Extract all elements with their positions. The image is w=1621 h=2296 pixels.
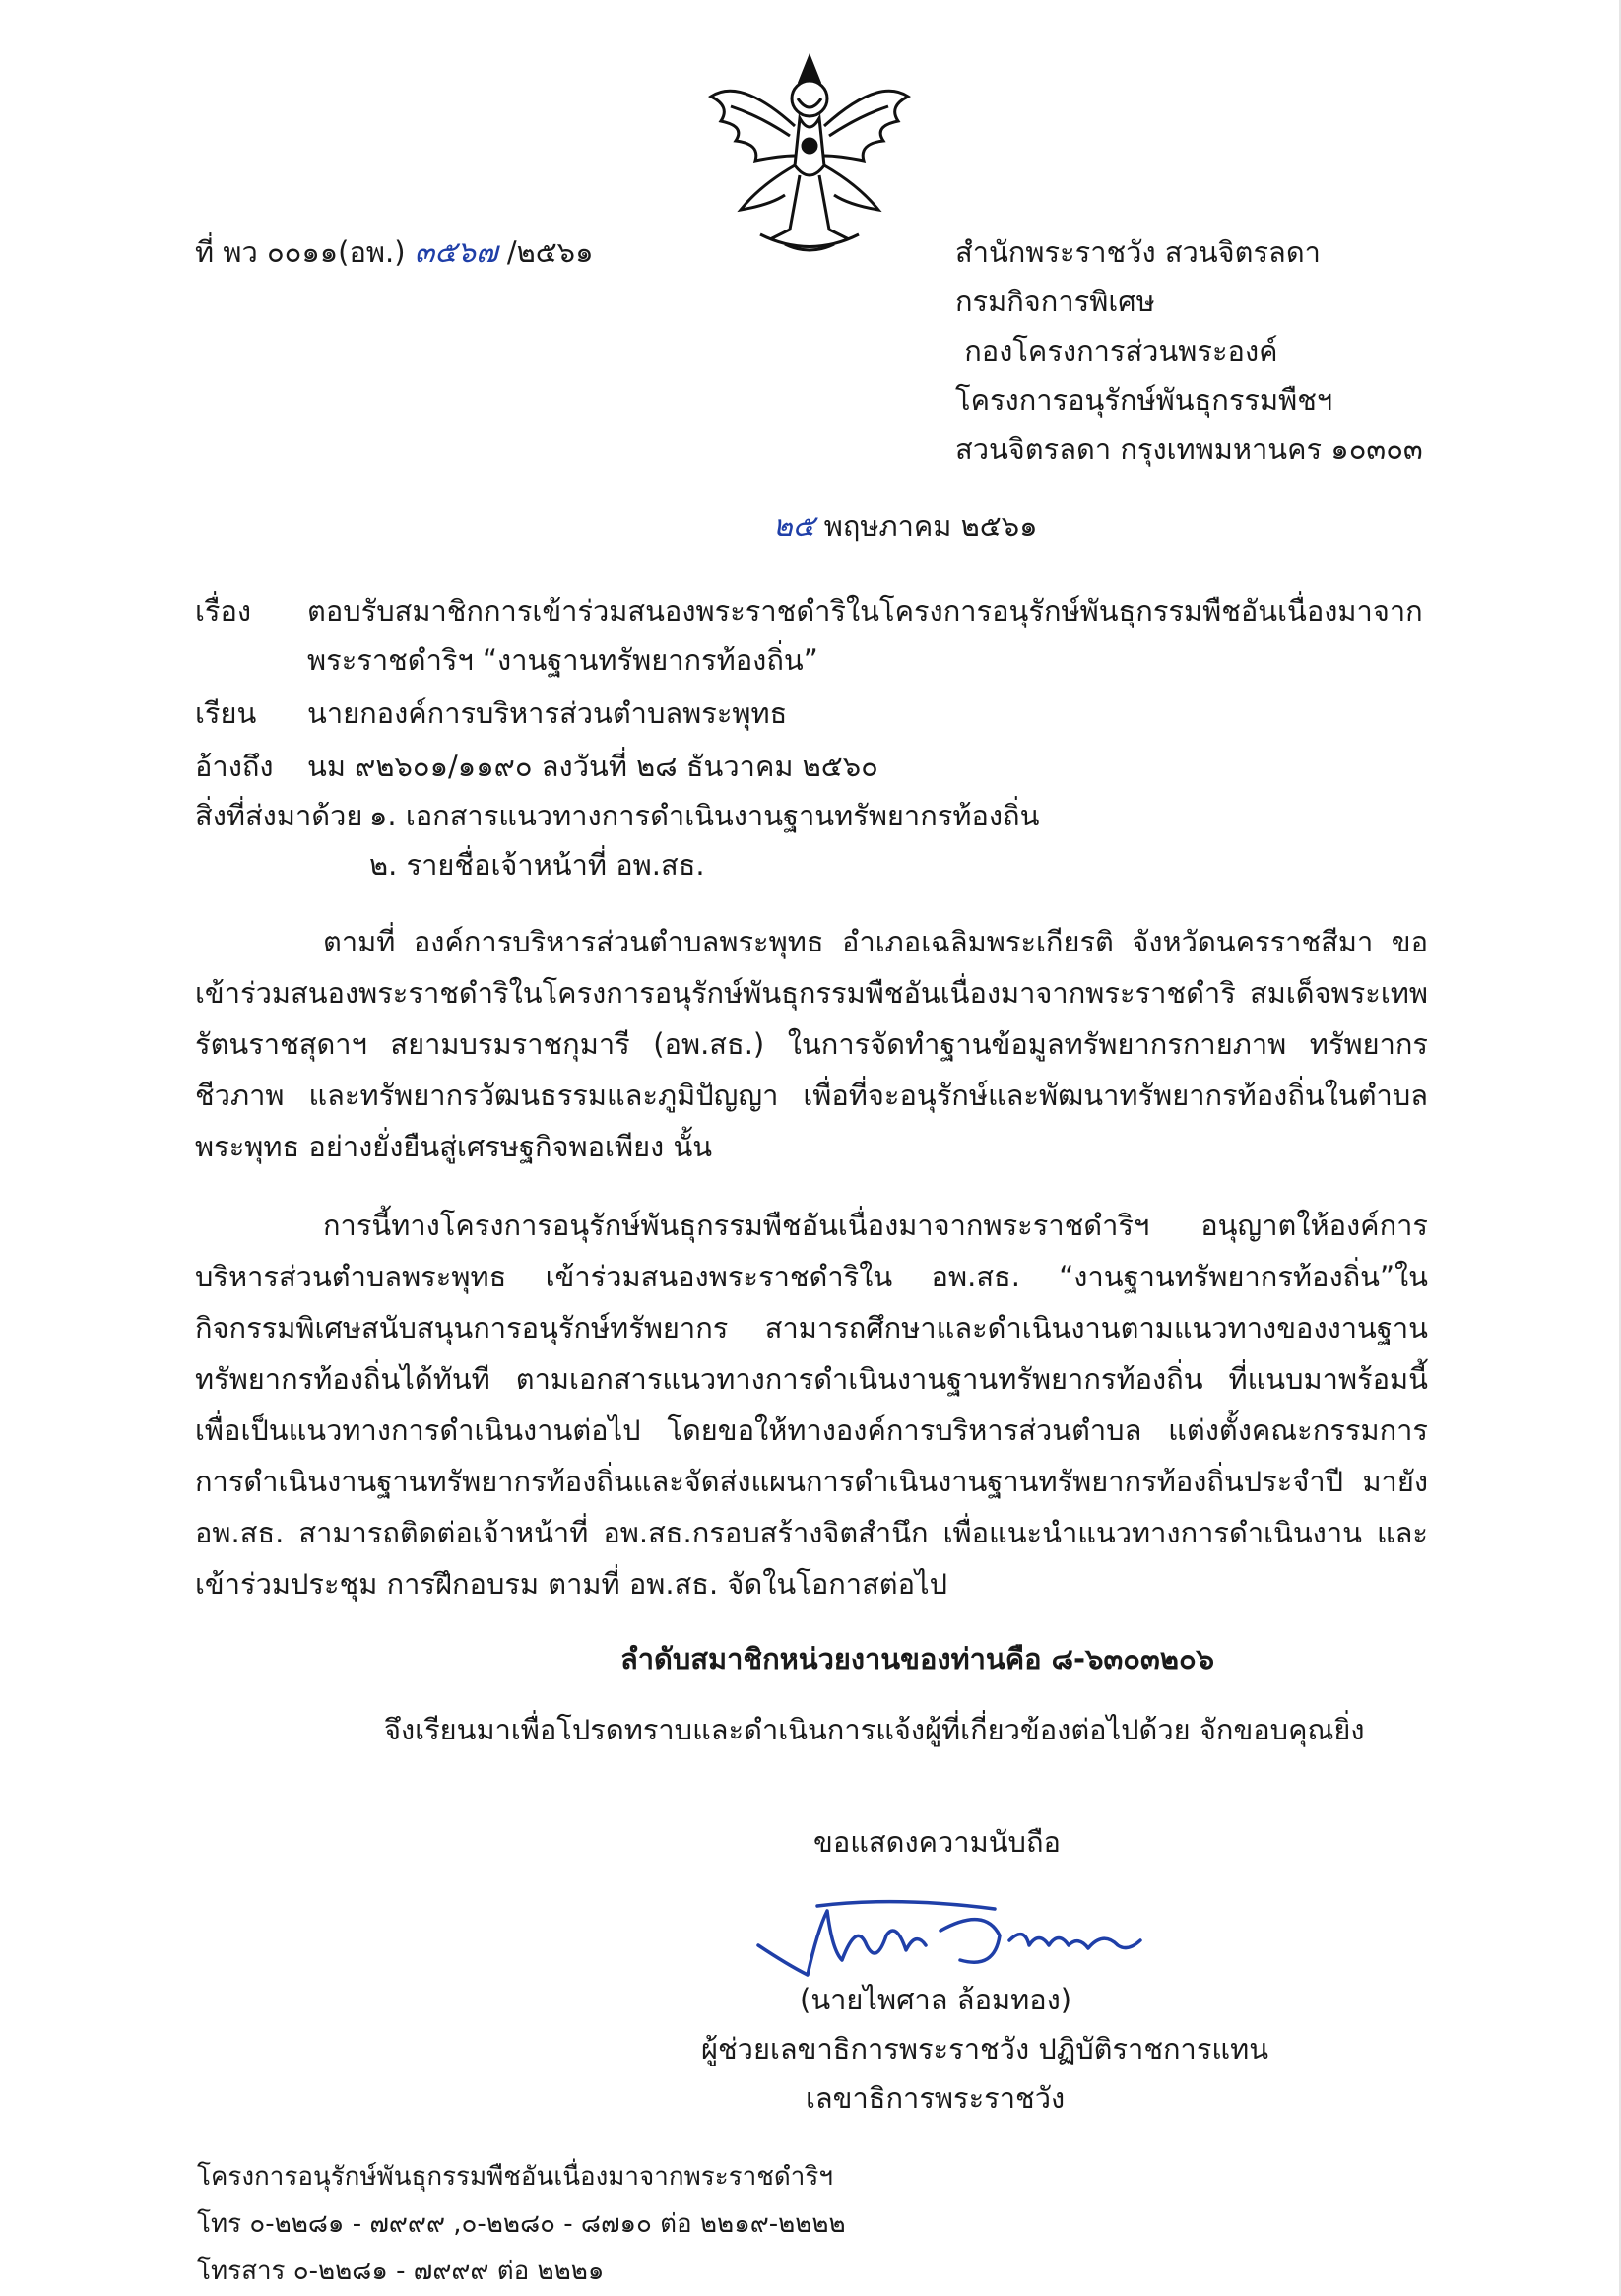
garuda-emblem-icon [701,37,918,264]
letter-date [773,506,1038,547]
subject-line-2: พระราชดำริฯ “งานฐานทรัพยากรท้องถิ่น” [307,643,818,677]
handwritten-signature-icon [748,1891,1162,1990]
enclosure-item-1: ๑. เอกสารแนวทางการดำเนินงานฐานทรัพยากรท้องถิ่น [369,799,1040,832]
signer-position-line-2: เลขาธิการพระราชวัง [806,2081,1066,2115]
date-handwritten-day: ๒๕ [773,509,815,544]
member-number-line: ลำดับสมาชิกหน่วยงานของท่านคือ ๘-๖๓๐๓๒๐๖ [620,1642,1215,1675]
to-label: เรียน [195,696,257,730]
reference-handwritten-number: ๓๕๖๗ [414,235,498,270]
to-value: นายกองค์การบริหารส่วนตำบลพระพุทธ [307,696,788,730]
salutation: ขอแสดงความนับถือ [813,1825,1061,1859]
closing-line: จึงเรียนมาเพื่อโปรดทราบและดำเนินการแจ้งผู้ที่เกี่ยวข้องต่อไปด้วย จักขอบคุณยิ่ง [384,1713,1365,1746]
reference-year: /๒๕๖๑ [506,235,594,269]
footer-phone: โทร ๐-๒๒๘๑ - ๗๙๙๙ ,๐-๒๒๘๐ - ๘๗๑๐ ต่อ ๒๒๑๙-๒๒๒๒ [197,2209,846,2239]
subject-line-1: ตอบรับสมาชิกการเข้าร่วมสนองพระราชดำริในโครงการอนุรักษ์พันธุกรรมพืชอันเนื่องมาจาก [307,594,1423,627]
reference-number [195,232,593,273]
date-month-year: พฤษภาคม ๒๕๖๑ [823,509,1038,543]
footer-org: โครงการอนุรักษ์พันธุกรรมพืชอันเนื่องมาจากพระราชดำริฯ [197,2162,833,2192]
subject-label: เรื่อง [195,594,252,627]
org-line-3: กองโครงการส่วนพระองค์ [955,334,1278,367]
signer-name: (นายไพศาล ล้อมทอง) [800,1983,1072,2016]
reference-prefix: ที่ พว ๐๐๑๑(อพ.) [195,235,406,269]
enclosure-item-2: ๒. รายชื่อเจ้าหน้าที่ อพ.สธ. [369,848,705,882]
body-paragraph-2 [195,1200,1428,1609]
body-paragraph-2-text: การนี้ทางโครงการอนุรักษ์พันธุกรรมพืชอันเนื่องมาจากพระราชดำริฯ อนุญาตให้องค์การบริหารส่วนตำบลพระพุทธ เข้าร่วมสนองพระราชดำริใน อพ.สธ. “งานฐานทรัพยากรท้องถิ่น”ในกิจกรรมพิเศษสนับสนุนการอนุรักษ์ทรัพยากร สามารถศึกษาและดำเนินงานตามแนวทางของงานฐานทรัพยากรท้องถิ่นได้ทันที ตามเอกสารแนวทางการดำเนินงานฐานทรัพยากรท้องถิ่น ที่แนบมาพร้อมนี้ เพื่อเป็นแนวทางการดำเนินงานต่อไป โดยขอให้ทางองค์การบริหารส่วนตำบล แต่งตั้งคณะกรรมการการดำเนินงานฐานทรัพยากรท้องถิ่นและจัดส่งแผนการดำเนินงานฐานทรัพยากรท้องถิ่นประจำปี มายัง อพ.สธ. สามารถติดต่อเจ้าหน้าที่ อพ.สธ.กรอบสร้างจิตสำนึก เพื่อแนะนำแนวทางการดำเนินงาน และเข้าร่วมประชุม การฝึกอบรม ตามที่ อพ.สธ. จัดในโอกาสต่อไป [195,1209,1428,1601]
org-line-4: โครงการอนุรักษ์พันธุกรรมพืชฯ [955,383,1333,417]
body-paragraph-1-text: ตามที่ องค์การบริหารส่วนตำบลพระพุทธ อำเภอเฉลิมพระเกียรติ จังหวัดนครราชสีมา ขอเข้าร่วมสนองพระราชดำริในโครงการอนุรักษ์พันธุกรรมพืชอันเนื่องมาจากพระราชดำริ สมเด็จพระเทพรัตนราชสุดาฯ สยามบรมราชกุมารี (อพ.สธ.) ในการจัดทำฐานข้อมูลทรัพยากรกายภาพ ทรัพยากรชีวภาพ และทรัพยากรวัฒนธรรมและภูมิปัญญา เพื่อที่จะอนุรักษ์และพัฒนาทรัพยากรท้องถิ่นในตำบลพระพุทธ อย่างยั่งยืนสู่เศรษฐกิจพอเพียง นั้น [195,925,1428,1163]
body-paragraph-1 [195,916,1428,1172]
signer-position-line-1: ผู้ช่วยเลขาธิการพระราชวัง ปฏิบัติราชการแทน [701,2032,1269,2066]
enclosure-label: สิ่งที่ส่งมาด้วย [195,799,363,832]
footer-fax: โทรสาร ๐-๒๒๘๑ - ๗๙๙๙ ต่อ ๒๒๒๑ [197,2257,605,2286]
org-line-2: กรมกิจการพิเศษ [955,285,1155,318]
org-line-1: สำนักพระราชวัง สวนจิตรลดา [955,235,1321,269]
ref-value: นม ๙๒๖๐๑/๑๑๙๐ ลงวันที่ ๒๘ ธันวาคม ๒๕๖๐ [307,750,878,783]
ref-label: อ้างถึง [195,750,274,783]
org-line-5: สวนจิตรลดา กรุงเทพมหานคร ๑๐๓๐๓ [955,432,1423,466]
